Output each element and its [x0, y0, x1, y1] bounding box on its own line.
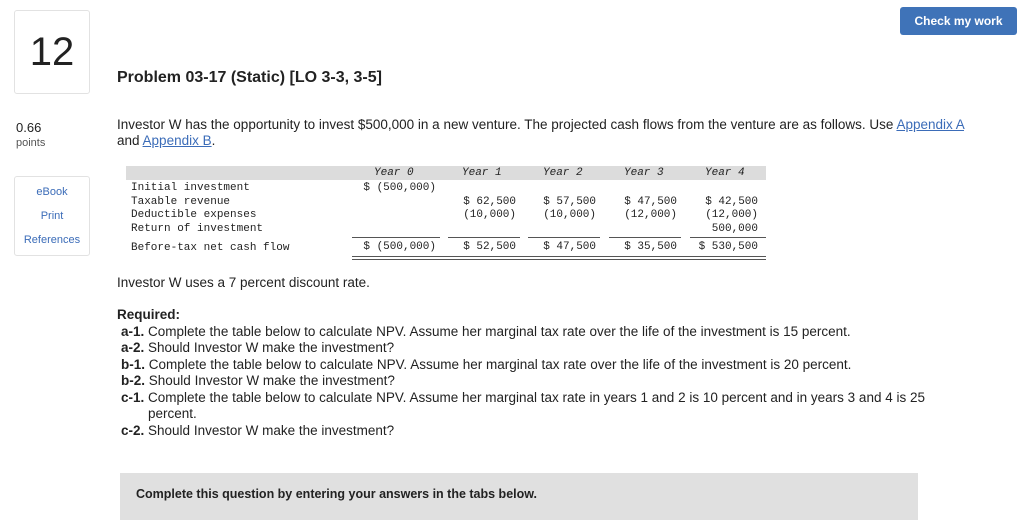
table-header-band	[126, 166, 766, 180]
cell-revenue-y1: $ 62,500	[463, 196, 516, 208]
points-label: points	[16, 137, 46, 149]
item-text: percent.	[148, 406, 197, 421]
required-heading: Required:	[117, 307, 181, 322]
problem-intro	[117, 117, 987, 149]
row-label-before-tax-net-cash-flow: Before-tax net cash flow	[131, 242, 290, 254]
discount-rate-text: Investor W uses a 7 percent discount rate.	[117, 275, 370, 290]
appendix-a-link[interactable]: Appendix A	[896, 117, 964, 132]
subtotal-rule-y1	[448, 237, 520, 238]
cell-revenue-y3: $ 47,500	[624, 196, 677, 208]
total-rule-2	[352, 259, 766, 260]
cell-expenses-y3: (12,000)	[624, 209, 677, 221]
item-label: a-2.	[121, 340, 145, 355]
and-text: and	[117, 133, 140, 148]
total-rule-1	[352, 256, 766, 257]
header-year-1: Year 1	[462, 167, 502, 179]
check-my-work-button[interactable]: Check my work	[900, 7, 1017, 35]
cell-expenses-y2: (10,000)	[543, 209, 596, 221]
cell-net-y1: $ 52,500	[463, 241, 516, 253]
required-item-b2	[117, 373, 987, 390]
item-text: Should Investor W make the investment?	[148, 422, 395, 438]
question-number: 12	[14, 10, 90, 94]
subtotal-rule-y2	[528, 237, 600, 238]
cell-expenses-y4: (12,000)	[705, 209, 758, 221]
period: .	[211, 133, 216, 148]
cell-net-y3: $ 35,500	[624, 241, 677, 253]
header-year-3: Year 3	[624, 167, 664, 179]
cash-flow-table	[126, 166, 766, 262]
row-label-taxable-revenue: Taxable revenue	[131, 196, 231, 208]
header-year-0: Year 0	[374, 167, 414, 179]
item-text: Should Investor W make the investment?	[148, 373, 395, 388]
item-label: c-2.	[121, 422, 145, 438]
problem-title: Problem 03-17 (Static) [LO 3-3, 3-5]	[117, 69, 382, 86]
item-label: a-1.	[121, 323, 145, 339]
appendix-b-link[interactable]: Appendix B	[142, 133, 212, 148]
points-box	[16, 120, 96, 149]
cell-net-y0: $ (500,000)	[363, 241, 436, 253]
points-value: 0.66	[16, 120, 42, 135]
required-item-a2	[117, 340, 987, 357]
cell-revenue-y2: $ 57,500	[543, 196, 596, 208]
cell-revenue-y4: $ 42,500	[705, 196, 758, 208]
subtotal-rule-y3	[609, 237, 681, 238]
subtotal-rule-y0	[352, 237, 440, 238]
cell-expenses-y1: (10,000)	[463, 209, 516, 221]
item-text: Complete the table below to calculate NPV. Assume her marginal tax rate over the life of the investment is 20 percent.	[148, 356, 852, 372]
item-label: c-1.	[121, 389, 145, 405]
complete-instructions-banner: Complete this question by entering your answers in the tabs below.	[120, 473, 918, 520]
resource-links	[14, 176, 90, 256]
header-year-2: Year 2	[543, 167, 583, 179]
required-item-c1-continued	[117, 406, 987, 423]
cell-initial-y0: $ (500,000)	[363, 182, 436, 194]
item-text: Should Investor W make the investment?	[148, 340, 395, 355]
cell-net-y4: $ 530,500	[698, 241, 758, 253]
required-item-c1	[117, 390, 987, 407]
item-label: b-2.	[121, 373, 146, 388]
required-item-b1	[117, 357, 987, 374]
item-text: Complete the table below to calculate NPV. Assume her marginal tax rate in years 1 and 2 is 10 percent and in years 3 and 4 is 25	[148, 389, 925, 405]
required-item-c2	[117, 423, 987, 440]
print-link[interactable]: Print	[40, 210, 64, 222]
required-item-a1	[117, 324, 987, 341]
header-year-4: Year 4	[705, 167, 745, 179]
cell-return-y4: 500,000	[711, 223, 758, 235]
intro-text: Investor W has the opportunity to invest $500,000 in a new venture. The projected cash flows from the venture are as follows. Use	[117, 117, 894, 132]
item-text: Complete the table below to calculate NPV. Assume her marginal tax rate over the life of the investment is 15 percent.	[148, 323, 851, 339]
item-label: b-1.	[121, 356, 146, 372]
row-label-initial-investment: Initial investment	[131, 182, 250, 194]
row-label-return-of-investment: Return of investment	[131, 223, 264, 235]
row-label-deductible-expenses: Deductible expenses	[131, 209, 257, 221]
references-link[interactable]: References	[23, 234, 81, 246]
subtotal-rule-y4	[690, 237, 766, 238]
ebook-link[interactable]: eBook	[36, 186, 68, 198]
required-section	[117, 307, 987, 439]
cell-net-y2: $ 47,500	[543, 241, 596, 253]
